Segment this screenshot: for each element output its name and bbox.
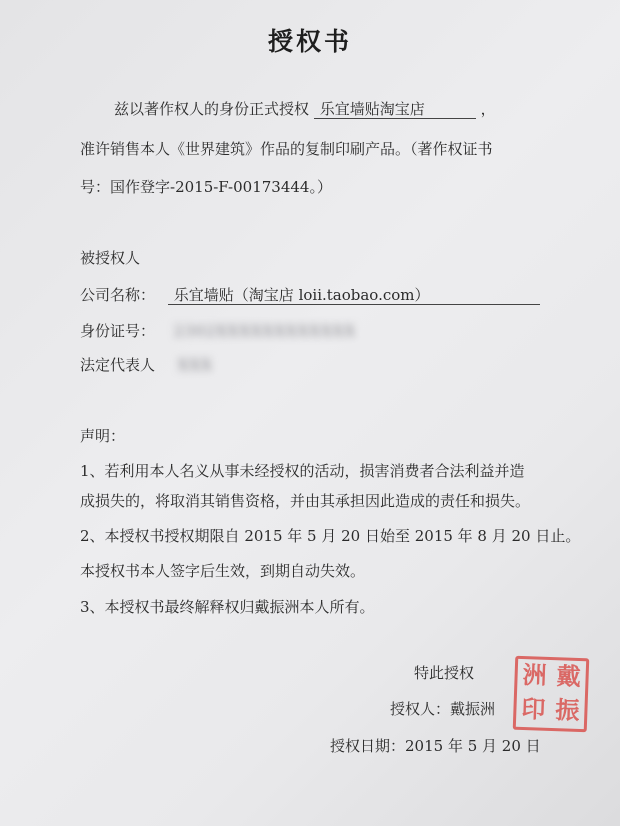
seal-char: 戴 xyxy=(556,661,582,692)
intro-line-1 xyxy=(114,98,496,119)
statement-item-2-line-1: 2、本授权书授权期限自 2015 年 5 月 20 日始至 2015 年 8 月 20 日止。 xyxy=(80,527,581,545)
statement-heading: 声明： xyxy=(80,427,126,445)
grantor-signature: 授权人：戴振洲 xyxy=(390,700,496,718)
company-row xyxy=(80,284,540,305)
authorization-date: 授权日期：2015 年 5 月 20 日 xyxy=(330,737,541,755)
statement-item-2-line-2: 本授权书本人签字后生效，到期自动失效。 xyxy=(80,562,366,580)
id-row xyxy=(80,320,356,341)
representative-label: 法定代表人 xyxy=(80,356,156,374)
intro-prefix: 兹以著作权人的身份正式授权 xyxy=(114,100,310,118)
seal-char: 印 xyxy=(520,693,546,724)
id-value-redacted: 2302XXXXXXXXXXXX xyxy=(173,322,357,340)
company-value: 乐宜墙贴（淘宝店 loii.taobao.com） xyxy=(168,286,540,305)
id-label: 身份证号： xyxy=(80,322,156,340)
document-title: 授权书 xyxy=(267,27,352,56)
seal-char: 洲 xyxy=(522,660,548,690)
seal-char: 振 xyxy=(554,695,580,725)
statement-item-1-line-2: 成损失的，将取消其销售资格，并由其承担因此造成的责任和损失。 xyxy=(80,492,531,510)
statement-item-3: 3、本授权书最终解释权归戴振洲本人所有。 xyxy=(80,598,375,616)
representative-value-redacted: XXX xyxy=(177,356,213,374)
intro-comma: ， xyxy=(480,100,496,118)
closing-text: 特此授权 xyxy=(414,664,475,682)
intro-line-2: 准许销售本人《世界建筑》作品的复制印刷产品。（著作权证书 xyxy=(80,140,493,158)
licensee-fill: 乐宜墙贴淘宝店 xyxy=(314,100,476,119)
intro-line-3: 号：国作登字-2015-F-00173444。） xyxy=(80,178,332,196)
company-label: 公司名称： xyxy=(80,286,156,304)
licensee-heading: 被授权人 xyxy=(80,249,141,267)
representative-row xyxy=(80,354,213,375)
red-seal-stamp xyxy=(513,656,590,733)
statement-item-1-line-1: 1、若利用本人名义从事未经授权的活动，损害消费者合法利益并造 xyxy=(80,462,525,480)
